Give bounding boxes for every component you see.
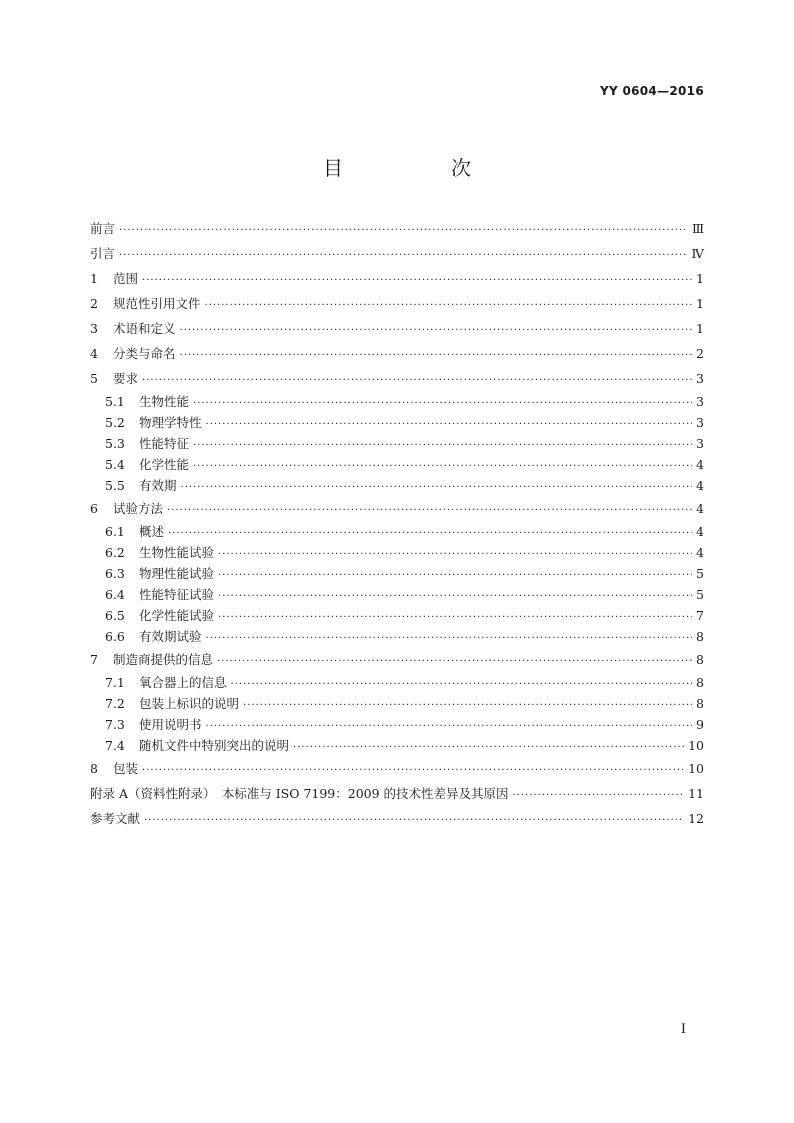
toc-entry-number: 7 <box>90 652 98 667</box>
toc-entry[interactable] <box>90 806 704 831</box>
toc-entry[interactable] <box>90 496 704 521</box>
toc-entry[interactable] <box>90 584 704 605</box>
toc-entry[interactable] <box>90 433 704 454</box>
toc-entry-title: 概述 <box>139 524 165 539</box>
toc-entry-page: Ⅲ <box>691 221 704 236</box>
toc-entry-page: 10 <box>688 738 704 753</box>
toc-entry-title: 要求 <box>113 371 139 386</box>
toc-entry-page: 3 <box>696 394 704 409</box>
toc-entry[interactable] <box>90 672 704 693</box>
toc-leader-dots <box>119 218 688 243</box>
toc-entry-number: 3 <box>90 321 98 336</box>
toc-entry-title: 生物性能试验 <box>139 545 215 560</box>
table-of-contents <box>90 216 704 831</box>
toc-entry-page: 1 <box>696 321 704 336</box>
toc-leader-dots <box>218 607 692 628</box>
toc-entry-title: 随机文件中特别突出的说明 <box>139 738 290 753</box>
toc-entry-title: 试验方法 <box>113 501 164 516</box>
toc-entry-page: 8 <box>696 652 704 667</box>
toc-entry-page: 5 <box>696 566 704 581</box>
toc-entry[interactable] <box>90 563 704 584</box>
toc-entry-title: 生物性能 <box>139 394 190 409</box>
toc-entry-number: 6.6 <box>105 629 125 644</box>
toc-leader-dots <box>119 243 687 268</box>
toc-entry-number: 6.4 <box>105 587 125 602</box>
toc-leader-dots <box>193 456 692 477</box>
toc-entry-title: 范围 <box>113 271 139 286</box>
toc-entry[interactable] <box>90 756 704 781</box>
toc-entry-title: 分类与命名 <box>113 346 176 361</box>
toc-entry[interactable] <box>90 693 704 714</box>
toc-leader-dots <box>168 523 692 544</box>
toc-entry-page: 4 <box>696 501 704 516</box>
toc-entry[interactable] <box>90 412 704 433</box>
toc-entry-number: 5.3 <box>105 436 125 451</box>
toc-leader-dots <box>231 674 693 695</box>
toc-entry[interactable] <box>90 391 704 412</box>
toc-entry[interactable] <box>90 735 704 756</box>
toc-entry-title: 使用说明书 <box>139 717 202 732</box>
toc-leader-dots <box>181 477 693 498</box>
toc-leader-dots <box>205 293 693 318</box>
toc-entry-title: 有效期 <box>139 478 177 493</box>
toc-entry-page: 8 <box>696 629 704 644</box>
toc-entry-page: Ⅳ <box>691 246 704 261</box>
toc-entry-page: 4 <box>696 457 704 472</box>
toc-entry-number: 7.4 <box>105 738 125 753</box>
toc-entry-page: 5 <box>696 587 704 602</box>
toc-entry-page: 1 <box>696 296 704 311</box>
toc-entry[interactable] <box>90 781 704 806</box>
toc-leader-dots <box>142 758 684 783</box>
toc-entry-title: 性能特征试验 <box>139 587 215 602</box>
toc-entry-page: 11 <box>688 786 704 801</box>
toc-entry[interactable] <box>90 291 704 316</box>
toc-entry-page: 10 <box>688 761 704 776</box>
toc-leader-dots <box>206 628 693 649</box>
toc-entry-title: 有效期试验 <box>139 629 202 644</box>
toc-entry-number: 5.1 <box>105 394 125 409</box>
toc-entry-title: 包装上标识的说明 <box>139 696 240 711</box>
toc-entry-page: 9 <box>696 717 704 732</box>
toc-entry-title: 物理学特性 <box>139 415 202 430</box>
toc-entry-page: 8 <box>696 696 704 711</box>
toc-entry-number: 5.4 <box>105 457 125 472</box>
toc-entry[interactable] <box>90 366 704 391</box>
toc-leader-dots <box>142 268 692 293</box>
toc-entry-title: 引言 <box>90 246 116 261</box>
toc-title: 目 次 <box>323 156 515 180</box>
toc-entry-number: 7.1 <box>105 675 125 690</box>
toc-leader-dots <box>142 368 692 393</box>
toc-entry[interactable] <box>90 266 704 291</box>
toc-entry-number: 5.2 <box>105 415 125 430</box>
toc-leader-dots <box>206 716 693 737</box>
toc-entry-page: 4 <box>696 545 704 560</box>
toc-entry-title: 物理性能试验 <box>139 566 215 581</box>
toc-entry-number: 5 <box>90 371 98 386</box>
page-number: I <box>680 1022 686 1037</box>
toc-leader-dots <box>206 414 693 435</box>
toc-leader-dots <box>144 808 684 833</box>
toc-entry-number: 7.2 <box>105 696 125 711</box>
toc-leader-dots <box>167 498 692 523</box>
standard-code: YY 0604—2016 <box>600 84 704 98</box>
toc-entry-title: 氧合器上的信息 <box>139 675 227 690</box>
toc-leader-dots <box>513 783 685 808</box>
toc-entry-number: 6.1 <box>105 524 125 539</box>
toc-entry-page: 8 <box>696 675 704 690</box>
toc-entry-page: 3 <box>696 371 704 386</box>
toc-entry-title: 附录 A（资料性附录） 本标准与 ISO 7199：2009 的技术性差异及其原因 <box>90 786 509 801</box>
toc-leader-dots <box>193 435 692 456</box>
toc-entry[interactable] <box>90 542 704 563</box>
toc-entry-title: 化学性能 <box>139 457 190 472</box>
toc-entry-title: 参考文献 <box>90 811 141 826</box>
toc-leader-dots <box>293 737 684 758</box>
toc-leader-dots <box>180 318 693 343</box>
toc-entry-page: 4 <box>696 478 704 493</box>
toc-entry[interactable] <box>90 475 704 496</box>
toc-entry-number: 5.5 <box>105 478 125 493</box>
toc-leader-dots <box>218 565 692 586</box>
toc-entry[interactable] <box>90 454 704 475</box>
toc-leader-dots <box>218 544 692 565</box>
toc-entry-title: 制造商提供的信息 <box>113 652 214 667</box>
toc-entry-page: 12 <box>688 811 704 826</box>
toc-entry-title: 前言 <box>90 221 116 236</box>
toc-entry-page: 1 <box>696 271 704 286</box>
toc-entry-number: 2 <box>90 296 98 311</box>
toc-leader-dots <box>217 649 692 674</box>
toc-entry-title: 包装 <box>113 761 139 776</box>
toc-entry[interactable] <box>90 216 704 241</box>
toc-entry[interactable] <box>90 605 704 626</box>
toc-entry-page: 3 <box>696 415 704 430</box>
toc-entry[interactable] <box>90 647 704 672</box>
toc-leader-dots <box>180 343 693 368</box>
toc-entry-number: 6.5 <box>105 608 125 623</box>
toc-entry-number: 4 <box>90 346 98 361</box>
toc-leader-dots <box>218 586 692 607</box>
toc-entry-title: 规范性引用文件 <box>113 296 201 311</box>
toc-entry-title: 术语和定义 <box>113 321 176 336</box>
toc-entry-number: 1 <box>90 271 98 286</box>
toc-entry[interactable] <box>90 626 704 647</box>
toc-entry[interactable] <box>90 241 704 266</box>
toc-entry-number: 6.2 <box>105 545 125 560</box>
toc-entry-page: 7 <box>696 608 704 623</box>
toc-entry[interactable] <box>90 521 704 542</box>
toc-entry[interactable] <box>90 316 704 341</box>
toc-entry-number: 6 <box>90 501 98 516</box>
toc-entry[interactable] <box>90 714 704 735</box>
toc-entry-number: 6.3 <box>105 566 125 581</box>
toc-entry-page: 4 <box>696 524 704 539</box>
toc-entry[interactable] <box>90 341 704 366</box>
toc-entry-number: 7.3 <box>105 717 125 732</box>
toc-entry-number: 8 <box>90 761 98 776</box>
toc-leader-dots <box>193 393 692 414</box>
toc-entry-title: 性能特征 <box>139 436 190 451</box>
toc-entry-title: 化学性能试验 <box>139 608 215 623</box>
toc-entry-page: 3 <box>696 436 704 451</box>
toc-leader-dots <box>243 695 692 716</box>
toc-entry-page: 2 <box>696 346 704 361</box>
